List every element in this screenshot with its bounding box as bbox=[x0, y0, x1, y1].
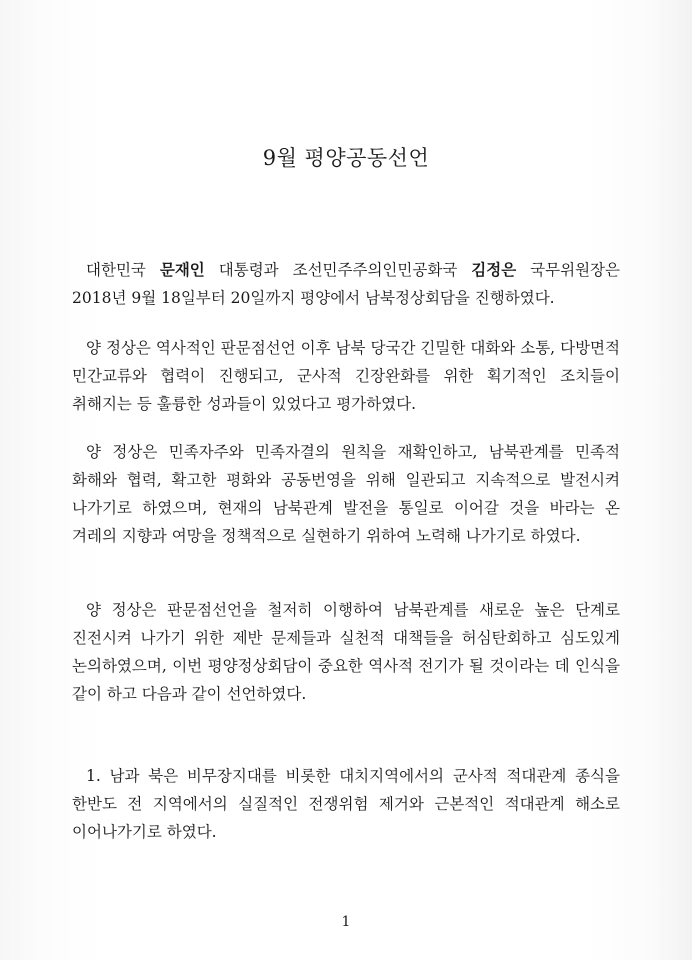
intro-text-1: 대한민국 bbox=[86, 261, 160, 279]
document-title: 9월 평양공동선언 bbox=[262, 146, 430, 170]
leader-name-kim: 김정은 bbox=[471, 260, 517, 279]
evaluation-paragraph: 양 정상은 역사적인 판문점선언 이후 남북 당국간 긴밀한 대화와 소통, 다방면적 민간교류와 협력이 진행되고, 군사적 긴장완화를 위한 획기적인 조치들이 취해지는 등 훌륭한 성과들이 있었다고 평가하였다. bbox=[72, 339, 620, 413]
leader-name-moon: 문재인 bbox=[159, 260, 205, 279]
principles-paragraph: 양 정상은 민족자주와 민족자결의 원칙을 재확인하고, 남북관계를 민족적 화해와 협력, 확고한 평화와 공동번영을 위해 일관되고 지속적으로 발전시켜 나가기로 하였으며, 현재의 남북관계 발전을 통일로 이어갈 것을 바라는 온 겨레의 지향과 여망을 정책적으로 실현하기 위하여 노력해 나가기로 하였다. bbox=[72, 443, 620, 545]
article-1-paragraph: 1. 남과 북은 비무장지대를 비롯한 대치지역에서의 군사적 적대관계 종식을 한반도 전 지역에서의 실질적인 전쟁위험 제거와 근본적인 적대관계 해소로 이어나가기로 하였다. bbox=[72, 767, 620, 841]
declaration-paragraph: 양 정상은 판문점선언을 철저히 이행하여 남북관계를 새로운 높은 단계로 진전시켜 나가기 위한 제반 문제들과 실천적 대책들을 허심탄회하고 심도있게 논의하였으며, 이번 평양정상회담이 중요한 역사적 전기가 될 것이라는 데 인식을 같이 하고 다음과 같이 선언하였다. bbox=[72, 601, 620, 703]
intro-text-3: 국무위원장은 2018년 9월 18일부터 20일까지 평양에서 남북정상회담을 진행하였다. bbox=[72, 261, 620, 307]
intro-text-2: 대통령과 조선민주주의인민공화국 bbox=[204, 261, 472, 279]
intro-paragraph bbox=[72, 256, 620, 312]
page-number: 1 bbox=[341, 914, 351, 930]
